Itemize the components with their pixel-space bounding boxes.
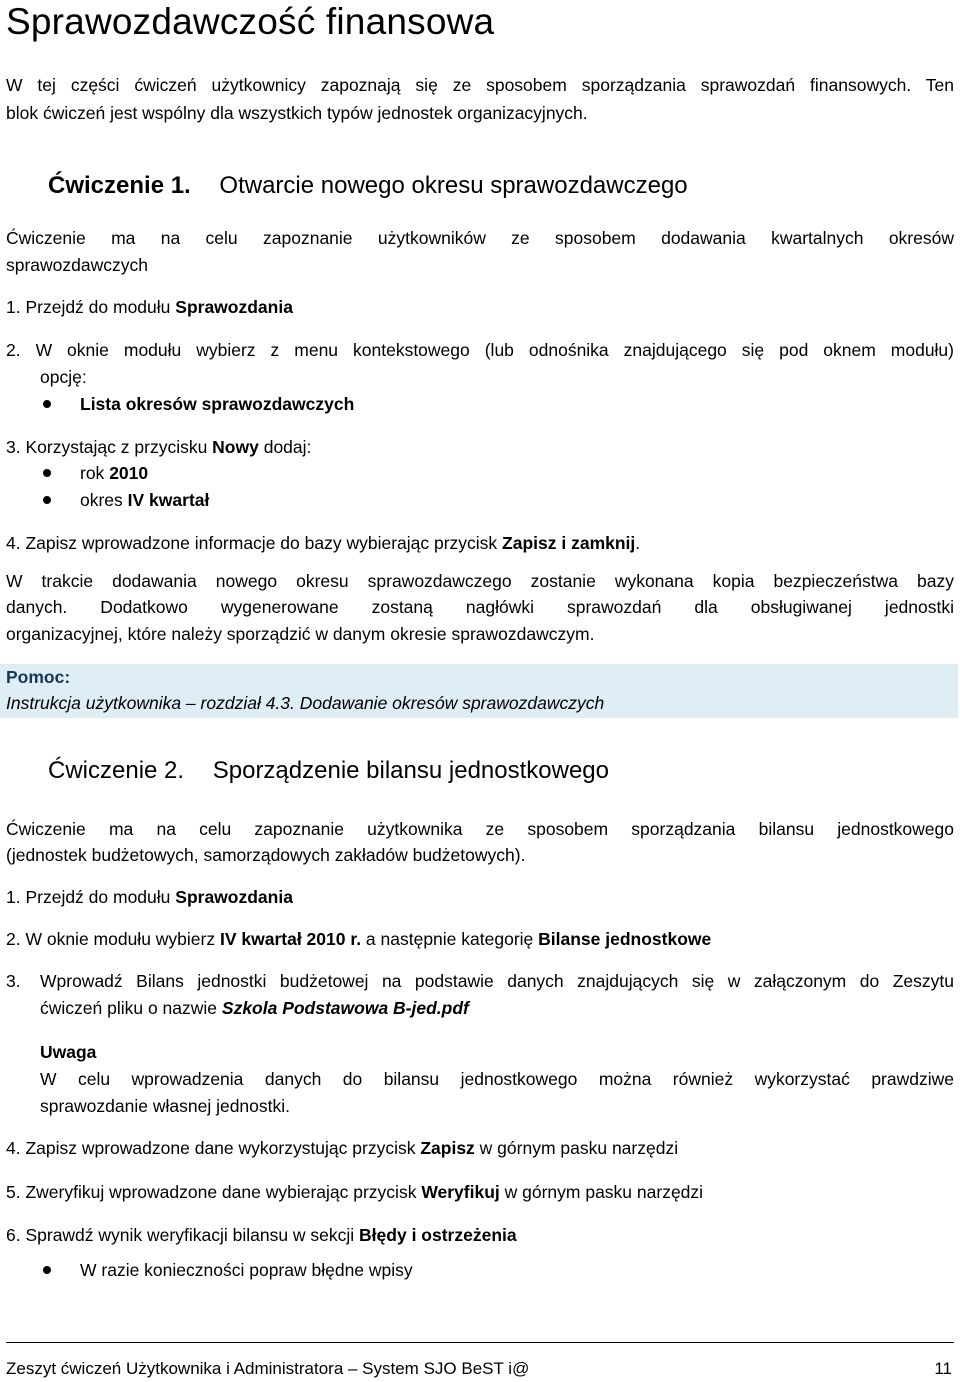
bullet-icon — [43, 469, 51, 477]
exercise-2-step-1: 1. Przejdź do modułu Sprawozdania — [6, 887, 293, 907]
warning-text: sprawozdanie własnej jednostki. — [40, 1096, 290, 1116]
exercise-1-step-4: 4. Zapisz wprowadzone informacje do bazy wybierając przycisk Zapisz i zamknij. — [6, 533, 641, 553]
exercise-2-step-3-number: 3. — [6, 971, 21, 991]
exercise-1-step-3-period: okres IV kwartał — [80, 490, 210, 510]
exercise-1-note: organizacyjnej, które należy sporządzić w danym okresie sprawozdawczym. — [6, 624, 595, 644]
exercise-2-heading — [48, 756, 609, 786]
exercise-2-step-4: 4. Zapisz wprowadzone dane wykorzystując przycisk Zapisz w górnym pasku narzędzi — [6, 1138, 679, 1158]
exercise-1-number: Ćwiczenie 1. — [48, 172, 191, 199]
exercise-1-step-2-option: Lista okresów sprawozdawczych — [80, 394, 355, 414]
exercise-2-step-3: Wprowadź Bilans jednostki budżetowej na podstawie danych znajdujących się w załączonym do Zeszytu — [40, 971, 954, 991]
exercise-2-step-2: 2. W oknie modułu wybierz IV kwartał 2010 r. a następnie kategorię Bilanse jednostkowe — [6, 929, 712, 949]
exercise-2-description: (jednostek budżetowych, samorządowych zakładów budżetowych). — [6, 845, 526, 865]
exercise-1-title: Otwarcie nowego okresu sprawozdawczego — [219, 172, 688, 199]
page-number: 11 — [934, 1359, 952, 1378]
bullet-icon — [43, 496, 51, 504]
bullet-icon — [43, 1266, 51, 1274]
exercise-1-heading — [48, 171, 688, 201]
help-link[interactable]: Instrukcja użytkownika – rozdział 4.3. Dodawanie okresów sprawozdawczych — [6, 693, 605, 713]
warning-text: W celu wprowadzenia danych do bilansu jednostkowego można również wykorzystać prawdziwe — [40, 1069, 954, 1089]
footer-divider — [6, 1342, 954, 1343]
exercise-1-note: W trakcie dodawania nowego okresu sprawozdawczego zostanie wykonana kopia bezpieczeństwa bazy — [6, 571, 954, 591]
exercise-1-note: danych. Dodatkowo wygenerowane zostaną nagłówki sprawozdań dla obsługiwanej jednostki — [6, 597, 954, 617]
exercise-1-step-2-cont: opcję: — [40, 367, 87, 387]
exercise-2-step-3-cont: ćwiczeń pliku o nazwie Szkola Podstawowa B-jed.pdf — [40, 998, 469, 1018]
exercise-1-step-3: 3. Korzystając z przycisku Nowy dodaj: — [6, 437, 312, 457]
exercise-2-step-5: 5. Zweryfikuj wprowadzone dane wybierając przycisk Weryfikuj w górnym pasku narzędzi — [6, 1182, 704, 1202]
intro-paragraph-line: blok ćwiczeń jest wspólny dla wszystkich typów jednostek organizacyjnych. — [6, 103, 588, 123]
exercise-2-title: Sporządzenie bilansu jednostkowego — [212, 757, 610, 784]
exercise-1-step-3-year: rok 2010 — [80, 463, 149, 483]
exercise-2-number: Ćwiczenie 2. — [48, 757, 185, 784]
exercise-2-step-6-bullet: W razie konieczności popraw błędne wpisy — [80, 1260, 413, 1280]
exercise-1-step-1: 1. Przejdź do modułu Sprawozdania — [6, 297, 293, 317]
exercise-1-description: sprawozdawczych — [6, 255, 148, 275]
exercise-1-step-2: 2. W oknie modułu wybierz z menu kontekstowego (lub odnośnika znajdującego się pod oknem modułu) — [6, 340, 954, 360]
warning-label: Uwaga — [40, 1042, 97, 1062]
help-label: Pomoc: — [6, 667, 71, 687]
page-title: Sprawozdawczość finansowa — [6, 1, 495, 42]
bullet-icon — [43, 400, 51, 408]
exercise-2-step-6: 6. Sprawdź wynik weryfikacji bilansu w sekcji Błędy i ostrzeżenia — [6, 1225, 517, 1245]
exercise-1-description: Ćwiczenie ma na celu zapoznanie użytkowników ze sposobem dodawania kwartalnych okresów — [6, 228, 954, 248]
intro-paragraph-line: W tej części ćwiczeń użytkownicy zapoznają się ze sposobem sporządzania sprawozdań finansowych. Ten — [6, 75, 954, 95]
footer-text: Zeszyt ćwiczeń Użytkownika i Administratora – System SJO BeST i@ — [6, 1359, 530, 1378]
exercise-2-description: Ćwiczenie ma na celu zapoznanie użytkownika ze sposobem sporządzania bilansu jednostkowego — [6, 819, 954, 839]
